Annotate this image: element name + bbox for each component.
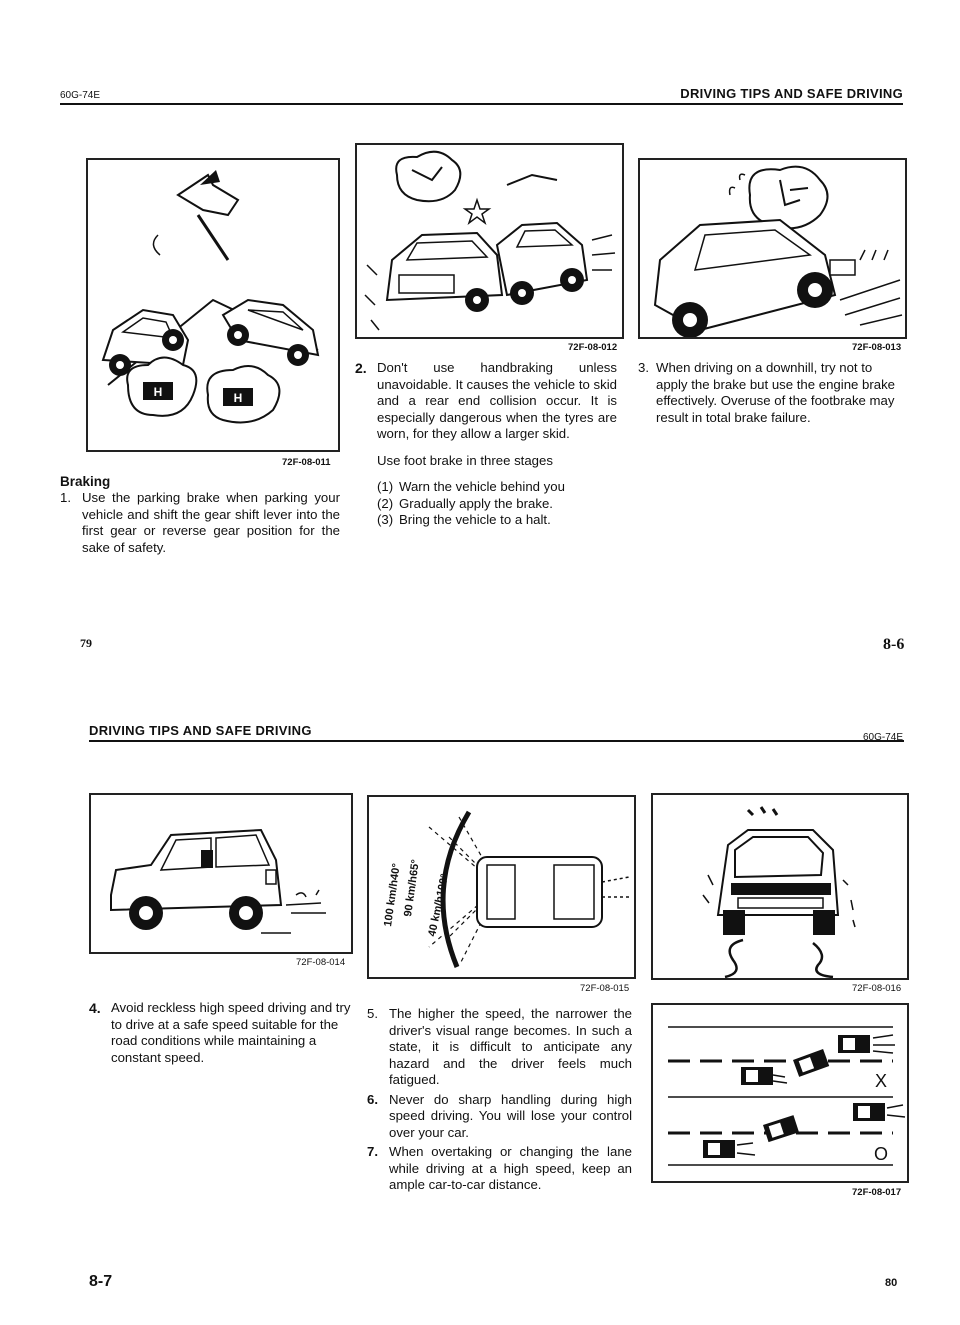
parking-on-slope-illustration bbox=[88, 160, 338, 450]
item-number: 4. bbox=[89, 1000, 101, 1016]
car-side-view-illustration bbox=[91, 795, 351, 952]
foot-brake-intro: Use foot brake in three stages bbox=[377, 452, 553, 468]
braking-item-2 bbox=[355, 360, 617, 529]
figure-downhill-braking bbox=[638, 158, 907, 339]
page-number-left: 79 bbox=[80, 636, 92, 650]
braking-item-3 bbox=[638, 360, 905, 426]
list-item bbox=[377, 496, 617, 513]
item-number: 6. bbox=[367, 1091, 378, 1107]
figure-code: 72F-08-013 bbox=[852, 342, 902, 353]
page-header-title: DRIVING TIPS AND SAFE DRIVING bbox=[680, 86, 903, 101]
figure-rear-end-collision bbox=[355, 143, 624, 339]
item-number: 5. bbox=[367, 1006, 378, 1021]
page-header-title: DRIVING TIPS AND SAFE DRIVING bbox=[89, 723, 312, 738]
item-text: When driving on a downhill, try not to apply the brake but use the engine brake effectively. Overuse of the footbrake may result in total brake failure. bbox=[656, 360, 896, 425]
header-rule bbox=[60, 103, 903, 105]
visual-range-label: 100 km/h40° bbox=[382, 862, 403, 928]
figure-visual-range bbox=[367, 795, 636, 979]
figure-code: 72F-08-011 bbox=[282, 457, 331, 468]
car-skidding-rear-illustration bbox=[653, 795, 907, 978]
figure-car-skidding bbox=[651, 793, 909, 980]
correct-mark: O bbox=[873, 1144, 889, 1164]
figure-parking-on-slope bbox=[86, 158, 340, 452]
figure-code: 72F-08-014 bbox=[296, 957, 346, 968]
figure-lane-change bbox=[651, 1003, 909, 1183]
item-number: 2. bbox=[355, 360, 367, 376]
doc-code: 60G-74E bbox=[60, 90, 101, 101]
figure-code: 72F-08-017 bbox=[852, 1187, 902, 1198]
stage-number: (2) bbox=[377, 495, 394, 511]
item-text: Avoid reckless high speed driving and try to drive at a safe speed suitable for the road conditions while maintaining a constant speed. bbox=[111, 1000, 351, 1065]
section-heading-braking: Braking bbox=[60, 474, 111, 489]
item-number: 3. bbox=[638, 360, 649, 375]
driving-items-5-7 bbox=[367, 1006, 632, 1197]
figure-code: 72F-08-015 bbox=[580, 983, 630, 994]
rear-end-collision-illustration bbox=[357, 145, 622, 337]
figure-code: 72F-08-012 bbox=[568, 342, 618, 353]
item-number: 1. bbox=[60, 490, 71, 505]
visual-range-label: 90 km/h65° bbox=[402, 858, 422, 918]
header-rule bbox=[89, 740, 904, 742]
svg-text:H: H bbox=[153, 385, 163, 399]
stage-text: Gradually apply the brake. bbox=[399, 495, 553, 511]
svg-text:H: H bbox=[233, 391, 243, 405]
downhill-braking-illustration bbox=[640, 160, 905, 337]
stage-number: (1) bbox=[377, 479, 394, 494]
braking-item-1 bbox=[60, 490, 340, 556]
list-item bbox=[377, 512, 617, 529]
lane-change-illustration bbox=[653, 1005, 907, 1181]
foot-brake-stages bbox=[355, 479, 617, 529]
wrong-mark: X bbox=[874, 1071, 888, 1091]
item-text: Use the parking brake when parking your vehicle and shift the gear shift lever into the first gear or reverse gear position for the sake of safety. bbox=[82, 490, 340, 555]
item-text: The higher the speed, the narrower the driver's visual range becomes. In such a state, it is difficult to anticipate any hazard and the driver feels much fatigued. bbox=[389, 1006, 632, 1087]
page-number-left: 8-7 bbox=[89, 1273, 113, 1290]
page-number-right: 8-6 bbox=[883, 636, 905, 653]
item-text: When overtaking or changing the lane while driving at a high speed, keep an ample car-to-car distance. bbox=[389, 1144, 632, 1192]
item-text: Don't use handbraking unless unavoidable. It causes the vehicle to skid and a rear end collision occur. It is especially dangerous when the tyres are worn, for they allow a larger skid. bbox=[377, 360, 617, 441]
list-item bbox=[377, 479, 617, 496]
item-number: 7. bbox=[367, 1144, 378, 1159]
figure-code: 72F-08-016 bbox=[852, 983, 902, 994]
stage-text: Bring the vehicle to a halt. bbox=[399, 512, 551, 527]
page-number-right: 80 bbox=[885, 1277, 898, 1289]
doc-code: 60G-74E bbox=[862, 732, 903, 743]
stage-number: (3) bbox=[377, 512, 394, 527]
visual-range-label: 40 km/h100° bbox=[426, 872, 452, 938]
stage-text: Warn the vehicle behind you bbox=[399, 479, 565, 494]
item-text: Never do sharp handling during high speed driving. You will lose your control over your car. bbox=[389, 1091, 632, 1140]
visual-range-speed-illustration bbox=[369, 797, 634, 977]
driving-item-4 bbox=[89, 1000, 351, 1066]
figure-car-side-view bbox=[89, 793, 353, 954]
